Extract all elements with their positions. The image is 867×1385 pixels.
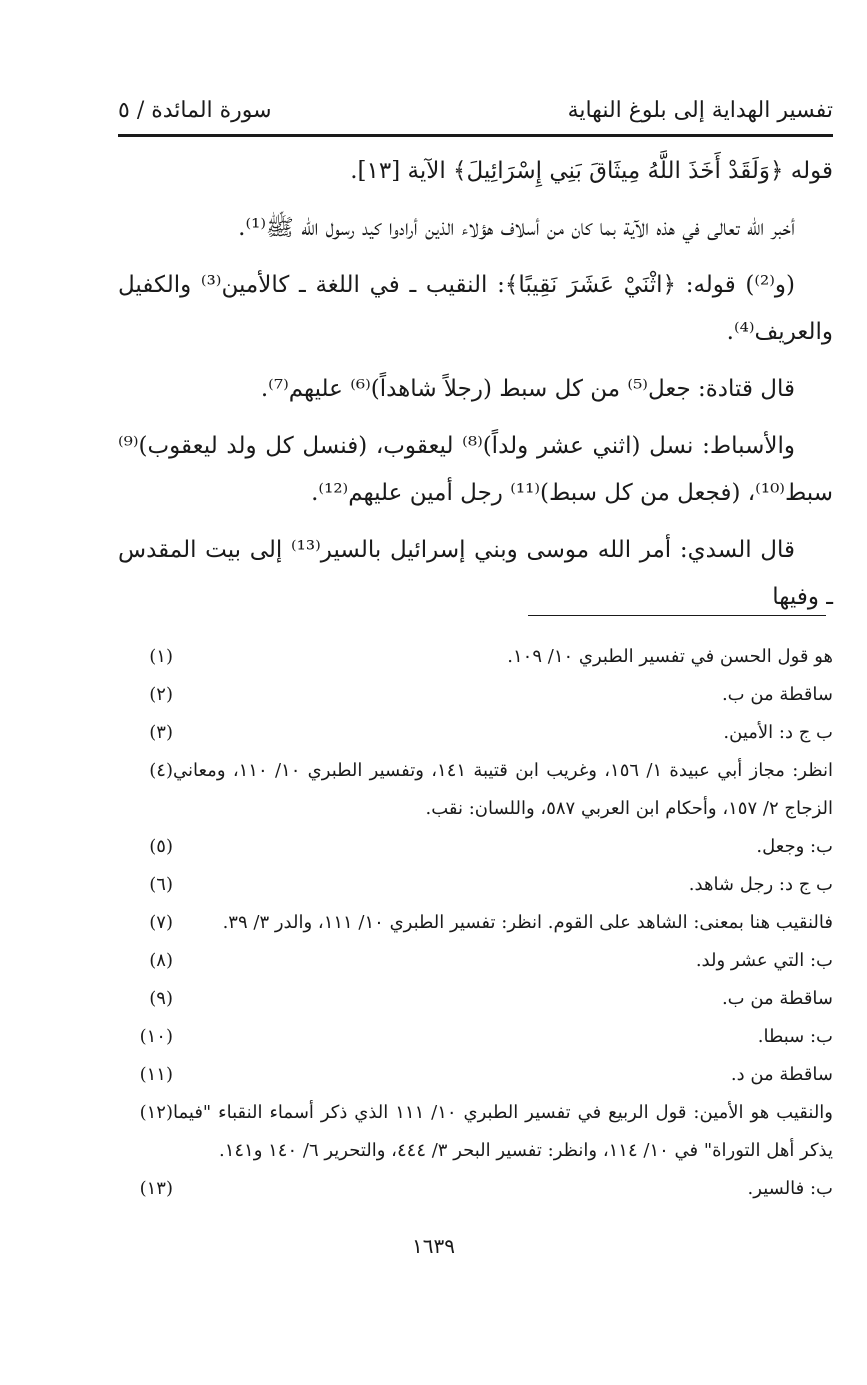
footnote-text: فالنقيب هنا بمعنى: الشاهد على القوم. انظر: تفسير الطبري ١٠/ ١١١، والدر ٣/ ٣٩. xyxy=(222,912,833,933)
footnote-text: ب: التي عشر ولد. xyxy=(695,950,833,971)
running-header xyxy=(118,92,833,132)
footnote-number: (٦) xyxy=(149,874,173,895)
book-title: تفسير الهداية إلى بلوغ النهاية xyxy=(567,98,833,123)
header-divider xyxy=(118,134,833,137)
footnote-text: ب: وجعل. xyxy=(756,836,833,857)
footnote-item xyxy=(118,942,833,980)
footnote-item xyxy=(118,1018,833,1056)
footnote-item xyxy=(118,1056,833,1094)
footnote-item xyxy=(118,1094,833,1170)
paragraph-1: أخبر الله تعالى في هذه الآية بما كان من أسلاف هؤلاء الذين أرادوا كيد رسول الله ﷺ⁽¹⁾. xyxy=(238,215,795,241)
footnote-item xyxy=(118,752,833,828)
footnote-item xyxy=(118,980,833,1018)
footnotes xyxy=(118,638,833,1208)
footnote-item xyxy=(118,866,833,904)
footnote-text: ب: فالسير. xyxy=(747,1178,833,1199)
footnote-text: انظر: مجاز أبي عبيدة ١/ ١٥٦، وغريب ابن قتيبة ١٤١، وتفسير الطبري ١٠/ ١١٠، ومعاني الزجاج ٢/ ١٥٧، وأحكام ابن العربي ٥٨٧، واللسان: نقب. xyxy=(173,760,834,819)
footnote-number: (٢) xyxy=(149,684,173,705)
footnote-number: (٤) xyxy=(149,760,173,781)
footnote-number: (١٠) xyxy=(139,1026,173,1047)
footnote-text: ب ج د: الأمين. xyxy=(723,722,833,743)
footnote-divider xyxy=(528,615,826,616)
footnote-text: ساقطة من ب. xyxy=(721,988,833,1009)
footnote-item xyxy=(118,904,833,942)
footnote-text: ب ج د: رجل شاهد. xyxy=(688,874,833,895)
footnote-item xyxy=(118,828,833,866)
footnote-number: (١٢) xyxy=(139,1102,173,1123)
footnote-item xyxy=(118,676,833,714)
footnote-text: ساقطة من ب. xyxy=(721,684,833,705)
footnote-text: هو قول الحسن في تفسير الطبري ١٠/ ١٠٩. xyxy=(507,646,833,667)
footnote-number: (٥) xyxy=(149,836,173,857)
footnote-number: (١٣) xyxy=(139,1178,173,1199)
footnote-item xyxy=(118,638,833,676)
footnote-text: والنقيب هو الأمين: قول الربيع في تفسير الطبري ١٠/ ١١١ الذي ذكر أسماء النقباء "فيما يذكر أهل التوراة" في ١٠/ ١١٤، وانظر: تفسير البحر ٣/ ٤٤٤، والتحرير ٦/ ١٤٠ و١٤١. xyxy=(173,1102,833,1161)
main-text xyxy=(118,148,833,631)
footnote-number: (١) xyxy=(149,646,173,667)
paragraph-3: قال قتادة: جعل⁽⁵⁾ من كل سبط (رجلاً شاهداً)⁽⁶⁾ عليهم⁽⁷⁾. xyxy=(260,376,795,402)
footnote-number: (١١) xyxy=(139,1064,173,1085)
footnote-number: (٧) xyxy=(149,912,173,933)
paragraph-4: والأسباط: نسل (اثني عشر ولداً)⁽⁸⁾ ليعقوب، (فنسل كل ولد ليعقوب)⁽⁹⁾ سبط⁽¹⁰⁾، (فجعل من كل سبط)⁽¹¹⁾ رجل أمين عليهم⁽¹²⁾. xyxy=(118,433,833,506)
footnote-number: (٣) xyxy=(149,722,173,743)
footnote-text: ب: سبطا. xyxy=(757,1026,833,1047)
footnote-item xyxy=(118,714,833,752)
surah-label: سورة المائدة / ٥ xyxy=(118,98,272,123)
footnote-text: ساقطة من د. xyxy=(730,1064,833,1085)
footnote-item xyxy=(118,1170,833,1208)
footnote-number: (٨) xyxy=(149,950,173,971)
paragraph-2: (و⁽²⁾) قوله: ﴿اثْنَيْ عَشَرَ نَقِيبًا﴾: النقيب ـ في اللغة ـ كالأمين⁽³⁾ والكفيل والعريف⁽⁴⁾. xyxy=(118,272,833,345)
page-number: ١٦٣٩ xyxy=(412,1234,455,1258)
paragraph-verse-intro: قوله ﴿وَلَقَدْ أَخَذَ اللَّهُ مِيثَاقَ بَنِي إِسْرَائِيلَ﴾ الآية [١٣]. xyxy=(350,158,833,184)
paragraph-5: قال السدي: أمر الله موسى وبني إسرائيل بالسير⁽¹³⁾ إلى بيت المقدس ـ وفيها xyxy=(118,537,833,610)
footnote-number: (٩) xyxy=(149,988,173,1009)
